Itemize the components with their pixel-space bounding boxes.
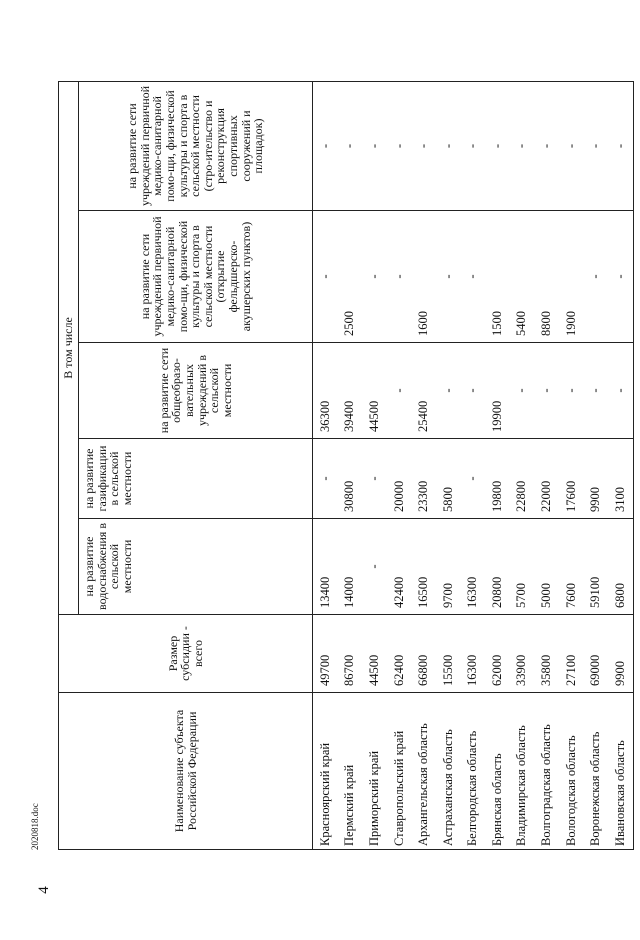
cell-name: Белгородская область	[461, 693, 486, 850]
cell-gas: 22800	[510, 439, 535, 519]
cell-schools: -	[510, 343, 535, 439]
cell-total: 33900	[510, 615, 535, 693]
cell-medical: -	[584, 211, 609, 343]
cell-sport: -	[559, 81, 584, 210]
header-total: Размер субсидии - всего	[59, 615, 313, 693]
cell-medical: 1900	[559, 211, 584, 343]
cell-medical: -	[436, 211, 461, 343]
cell-gas: -	[461, 439, 486, 519]
header-group-including: В том числе	[59, 81, 79, 614]
cell-schools: -	[559, 343, 584, 439]
cell-gas: 20000	[387, 439, 412, 519]
cell-gas: 17600	[559, 439, 584, 519]
cell-total: 62400	[387, 615, 412, 693]
cell-water: 14000	[338, 519, 363, 615]
cell-medical: -	[608, 211, 633, 343]
cell-sport: -	[313, 81, 338, 210]
header-region-name: Наименование субъекта Российской Федерации	[59, 693, 313, 850]
subsidy-table-container	[58, 82, 627, 850]
cell-schools: -	[461, 343, 486, 439]
cell-water: 9700	[436, 519, 461, 615]
cell-name: Вологодская область	[559, 693, 584, 850]
header-schools: на развитие сети общеобразо-вательных учреждений в сельской местности	[79, 343, 313, 439]
cell-sport: -	[362, 81, 387, 210]
cell-sport: -	[387, 81, 412, 210]
cell-medical: 1600	[411, 211, 436, 343]
cell-water: 7600	[559, 519, 584, 615]
header-sport-facilities: на развитие сети учреждений первичной медико-санитарной помо-щи, физической культуры и спорта в сельской местности (стро-ительство и реконструкция спортивных сооружений и площадок)	[79, 81, 313, 210]
cell-medical: -	[313, 211, 338, 343]
subsidy-table	[58, 81, 634, 850]
cell-water: 16300	[461, 519, 486, 615]
table-row	[461, 81, 486, 849]
cell-total: 66800	[411, 615, 436, 693]
cell-water: 6800	[608, 519, 633, 615]
cell-schools: -	[534, 343, 559, 439]
table-row	[362, 81, 387, 849]
table-row	[411, 81, 436, 849]
cell-gas: 3100	[608, 439, 633, 519]
cell-total: 27100	[559, 615, 584, 693]
cell-total: 35800	[534, 615, 559, 693]
cell-schools: 36300	[313, 343, 338, 439]
cell-schools: 39400	[338, 343, 363, 439]
cell-gas: 19800	[485, 439, 510, 519]
cell-water: -	[362, 519, 387, 615]
cell-medical: -	[461, 211, 486, 343]
cell-name: Красноярский край	[313, 693, 338, 850]
table-row	[436, 81, 461, 849]
cell-name: Ставропольский край	[387, 693, 412, 850]
cell-schools: -	[608, 343, 633, 439]
cell-gas: -	[313, 439, 338, 519]
cell-sport: -	[411, 81, 436, 210]
cell-medical: 8800	[534, 211, 559, 343]
footer-filename: 2020818.doc	[30, 803, 40, 850]
cell-medical: 2500	[338, 211, 363, 343]
cell-name: Приморский край	[362, 693, 387, 850]
cell-total: 9900	[608, 615, 633, 693]
cell-gas: 5800	[436, 439, 461, 519]
header-gasification: на развитие газификации в сельской местности	[79, 439, 313, 519]
table-row	[338, 81, 363, 849]
cell-total: 44500	[362, 615, 387, 693]
cell-sport: -	[608, 81, 633, 210]
table-row	[387, 81, 412, 849]
cell-medical: 5400	[510, 211, 535, 343]
cell-water: 5700	[510, 519, 535, 615]
cell-sport: -	[485, 81, 510, 210]
cell-name: Владимирская область	[510, 693, 535, 850]
cell-schools: 44500	[362, 343, 387, 439]
cell-total: 69000	[584, 615, 609, 693]
cell-gas: 9900	[584, 439, 609, 519]
header-medical-fap: на развитие сети учреждений первичной медико-санитарной помо-щи, физической культуры и спорта в сельской местности (открытие фельдшерско-акушерских пунктов)	[79, 211, 313, 343]
cell-water: 59100	[584, 519, 609, 615]
header-water-supply: на развитие водоснабжения в сельской местности	[79, 519, 313, 615]
cell-gas: 30800	[338, 439, 363, 519]
cell-medical: -	[362, 211, 387, 343]
cell-name: Архангельская область	[411, 693, 436, 850]
cell-water: 5000	[534, 519, 559, 615]
cell-total: 15500	[436, 615, 461, 693]
table-row	[534, 81, 559, 849]
table-row	[584, 81, 609, 849]
cell-sport: -	[534, 81, 559, 210]
cell-total: 16300	[461, 615, 486, 693]
table-row	[485, 81, 510, 849]
cell-schools: -	[436, 343, 461, 439]
table-row	[559, 81, 584, 849]
cell-total: 62000	[485, 615, 510, 693]
cell-total: 49700	[313, 615, 338, 693]
cell-water: 16500	[411, 519, 436, 615]
cell-gas: 22000	[534, 439, 559, 519]
cell-schools: -	[387, 343, 412, 439]
cell-medical: -	[387, 211, 412, 343]
cell-name: Астраханская область	[436, 693, 461, 850]
cell-name: Брянская область	[485, 693, 510, 850]
cell-total: 86700	[338, 615, 363, 693]
cell-sport: -	[338, 81, 363, 210]
cell-water: 20800	[485, 519, 510, 615]
cell-sport: -	[461, 81, 486, 210]
cell-name: Волгоградская область	[534, 693, 559, 850]
cell-name: Пермский край	[338, 693, 363, 850]
cell-name: Ивановская область	[608, 693, 633, 850]
cell-schools: -	[584, 343, 609, 439]
cell-sport: -	[584, 81, 609, 210]
cell-medical: 1500	[485, 211, 510, 343]
table-row	[608, 81, 633, 849]
table-row	[313, 81, 338, 849]
cell-schools: 19900	[485, 343, 510, 439]
cell-name: Воронежская область	[584, 693, 609, 850]
cell-gas: 23300	[411, 439, 436, 519]
cell-water: 42400	[387, 519, 412, 615]
cell-sport: -	[510, 81, 535, 210]
cell-water: 13400	[313, 519, 338, 615]
page-number: 4	[36, 886, 52, 894]
cell-gas: -	[362, 439, 387, 519]
table-row	[510, 81, 535, 849]
cell-schools: 25400	[411, 343, 436, 439]
cell-sport: -	[436, 81, 461, 210]
